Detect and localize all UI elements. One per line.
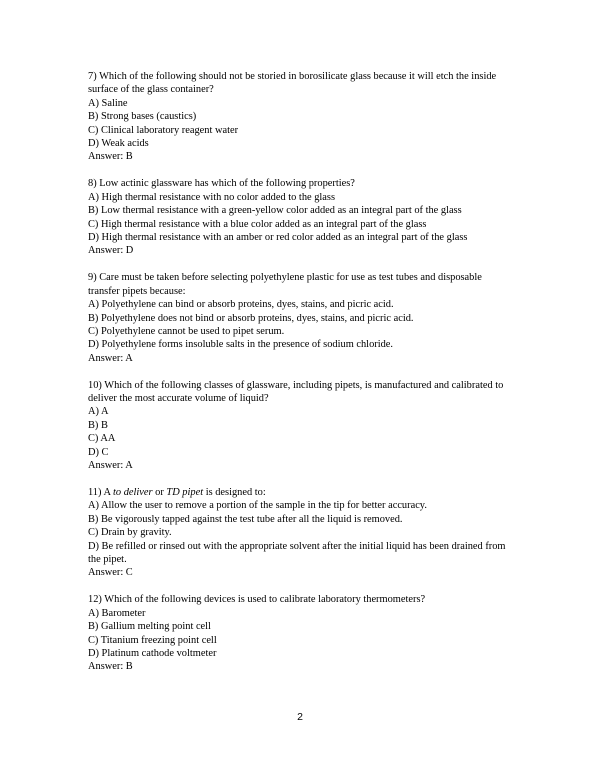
option-a: A) A [88,406,109,418]
question-9 [88,271,512,365]
stem-suffix: is designed to: [203,486,266,498]
option-c: C) Titanium freezing point cell [88,634,217,646]
option-a: A) Polyethylene can bind or absorb proteins, dyes, stains, and picric acid. [88,299,394,311]
question-8 [88,177,512,257]
question-stem: 8) Low actinic glassware has which of the following properties? [88,178,355,190]
question-11 [88,486,512,580]
option-a: A) Barometer [88,607,146,619]
question-10 [88,379,512,473]
answer: Answer: A [88,352,133,364]
stem-prefix: 11) A [88,486,114,498]
option-b: B) Be vigorously tapped against the test tube after all the liquid is removed. [88,513,403,525]
option-a: A) High thermal resistance with no color added to the glass [88,191,336,203]
option-a: A) Saline [88,97,128,109]
stem-italic-to-deliver: to deliver [113,486,153,498]
question-stem: 9) Care must be taken before selecting polyethylene plastic for use as test tubes and disposable transfer pipets because: [88,272,482,297]
answer: Answer: B [88,661,133,673]
page-number: 2 [297,711,303,723]
stem-middle: or [152,486,167,498]
option-c: C) AA [88,433,116,445]
option-b: B) Polyethylene does not bind or absorb proteins, dyes, stains, and picric acid. [88,312,414,324]
option-d: D) Platinum cathode voltmeter [88,647,217,659]
option-d: D) Polyethylene forms insoluble salts in the presence of sodium chloride. [88,339,394,351]
option-d: D) Be refilled or rinsed out with the appropriate solvent after the initial liquid has been drained from the pipet. [88,540,506,565]
option-b: B) Low thermal resistance with a green-yellow color added as an integral part of the glass [88,205,462,217]
answer: Answer: A [88,460,133,472]
option-c: C) Drain by gravity. [88,527,172,539]
option-d: D) Weak acids [88,138,149,150]
answer: Answer: D [88,245,134,257]
question-12 [88,593,512,673]
option-c: C) High thermal resistance with a blue color added as an integral part of the glass [88,218,427,230]
option-d: D) High thermal resistance with an amber or red color added as an integral part of the glass [88,231,468,243]
question-7 [88,70,512,164]
question-stem: 10) Which of the following classes of glassware, including pipets, is manufactured and calibrated to deliver the most accurate volume of liquid? [88,379,504,405]
option-d: D) C [88,446,109,458]
option-b: B) B [88,419,108,431]
option-c: C) Clinical laboratory reagent water [88,124,239,136]
question-stem: 7) Which of the following should not be storied in borosilicate glass because it will etch the inside surface of the glass container? [88,71,497,96]
answer: Answer: B [88,151,133,163]
option-a: A) Allow the user to remove a portion of the sample in the tip for better accuracy. [88,500,427,512]
answer: Answer: C [88,567,133,579]
option-c: C) Polyethylene cannot be used to pipet serum. [88,325,285,337]
question-stem [88,486,512,499]
option-b: B) Gallium melting point cell [88,621,211,633]
question-stem: 12) Which of the following devices is used to calibrate laboratory thermometers? [88,594,426,606]
option-b: B) Strong bases (caustics) [88,111,197,123]
stem-italic-td-pipet: TD pipet [166,486,204,498]
